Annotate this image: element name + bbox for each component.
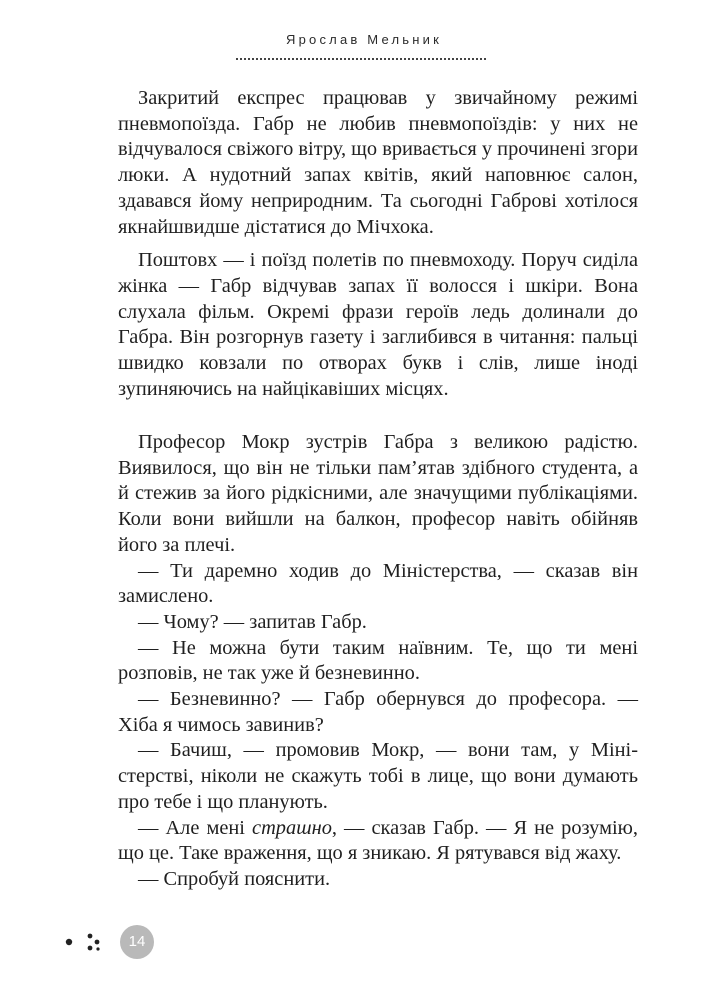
section-1-text: [118, 86, 638, 402]
running-header: Ярослав Мельник: [286, 32, 442, 47]
page-number: 14: [120, 925, 154, 959]
paragraph: — Спробуй пояснити.: [138, 867, 331, 890]
section-2-text: [118, 430, 638, 893]
paragraph: — Бачиш, — промовив Мокр, — вони там, у Міністерстві, ніколи не скажуть тобі в лице, що вони думають про тебе і що планують.: [118, 739, 638, 813]
paragraph: Закритий експрес працював у звичайному режимі пневмопоїзда. Габр не любив пневмопоїздів: у них не відчувалося свіжого вітру, що вривається у прочинені згори люки. А нудотний запах квітів, який наповнює салон, здавався йому неприродним. Та сьогодні Габрові хотілося якнайшвидше дістатися до Мічхока.: [118, 87, 638, 238]
paragraph: [118, 816, 638, 867]
paragraph-part: — Але мені: [138, 816, 253, 839]
paragraph: — Ти даремно ходив до Міністерства, — сказав він замислено.: [118, 559, 638, 608]
paragraph: — Безневинно? — Габр обернувся до професора. — Хіба я чимось завинив?: [118, 688, 638, 736]
header-dotted-rule: [236, 58, 486, 60]
decorative-dots-icon: [60, 930, 110, 954]
page-footer: [60, 925, 180, 959]
paragraph: Поштовх — і поїзд полетів по пневмоходу. Поруч сиділа жінка — Габр відчував запах її волосся і шкіри. Вона слухала фільм. Окремі фрази героїв ледь долинали до Габра. Він розгорнув газету і заглибився в читання: пальці швидко ковзали по отворах букв і слів, лише іноді зупиняючись на найцікавіших місцях.: [118, 249, 638, 400]
paragraph: Професор Мокр зустрів Габра з великою радістю. Виявилося, що він не тільки пам’ятав здібного студента, а й стежив за його рідкісними, але значущими публікаціями. Коли вони вийшли на балкон, професор навіть обійняв його за плечі.: [118, 431, 638, 556]
paragraph: — Не можна бути таким наївним. Те, що ти мені розповів, не так уже й безневинно.: [118, 636, 638, 685]
paragraph: — Чому? — запитав Габр.: [138, 610, 367, 633]
emphasis: страшно: [252, 816, 332, 839]
paragraph-part: , — сказав Габр. — Я не розумію, що це. Таке враження, що я зникаю. Я рятувався від жаху.: [118, 816, 638, 865]
